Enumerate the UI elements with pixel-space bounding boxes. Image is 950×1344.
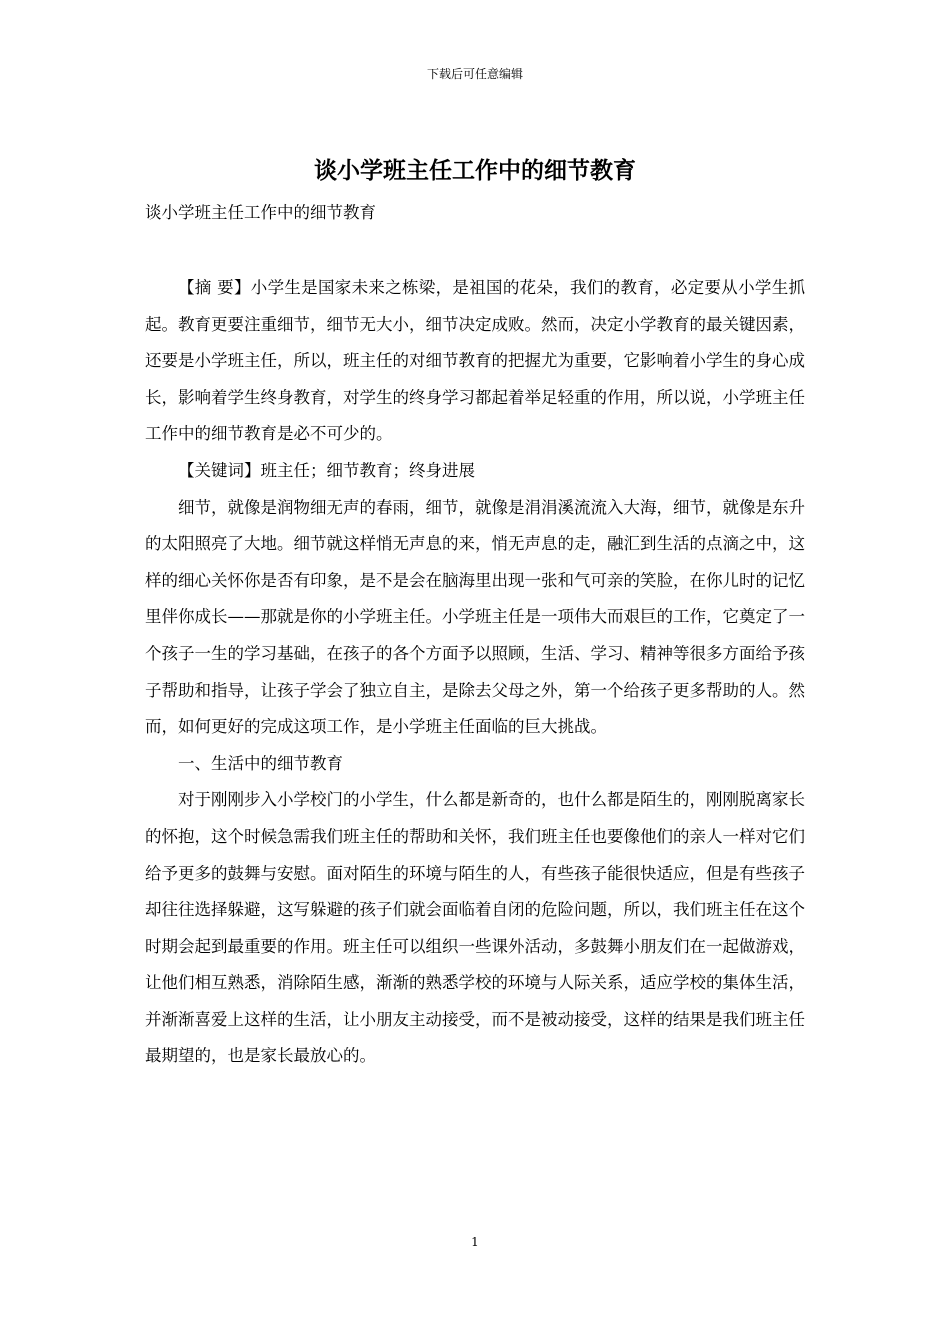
abstract-paragraph: 【摘 要】小学生是国家未来之栋梁，是祖国的花朵，我们的教育，必定要从小学生抓起。教育更要注重细节，细节无大小，细节决定成败。然而，决定小学教育的最关键因素，还要是小学班主任，所以，班主任的对细节教育的把握尤为重要，它影响着小学生的身心成长，影响着学生终身教育，对学生的终身学习都起着举足轻重的作用，所以说，小学班主任工作中的细节教育是必不可少的。	[145, 278, 805, 444]
body-paragraph: 对于刚刚步入小学校门的小学生，什么都是新奇的，也什么都是陌生的，刚刚脱离家长的怀抱，这个时候急需我们班主任的帮助和关怀，我们班主任也要像他们的亲人一样对它们给予更多的鼓舞与安慰。面对陌生的环境与陌生的人，有些孩子能很快适应，但是有些孩子却往往选择躲避，这写躲避的孩子们就会面临着自闭的危险问题，所以，我们班主任在这个时期会起到最重要的作用。班主任可以组织一些课外活动，多鼓舞小朋友们在一起做游戏，让他们相互熟悉，消除陌生感，渐渐的熟悉学校的环境与人际关系，适应学校的集体生活，并渐渐喜爱上这样的生活，让小朋友主动接受，而不是被动接受，这样的结果是我们班主任最期望的，也是家长最放心的。	[145, 790, 805, 1066]
document-title: 谈小学班主任工作中的细节教育	[314, 157, 636, 184]
intro-paragraph: 细节，就像是润物细无声的春雨，细节，就像是涓涓溪流流入大海，细节，就像是东升的太阳照亮了大地。细节就这样悄无声息的来，悄无声息的走，融汇到生活的点滴之中，这样的细心关怀你是否有印象，是不是会在脑海里出现一张和气可亲的笑脸，在你儿时的记忆里伴你成长——那就是你的小学班主任。小学班主任是一项伟大而艰巨的工作，它奠定了一个孩子一生的学习基础，在孩子的各个方面予以照顾，生活、学习、精神等很多方面给予孩子帮助和指导，让孩子学会了独立自主，是除去父母之外，第一个给孩子更多帮助的人。然而，如何更好的完成这项工作，是小学班主任面临的巨大挑战。	[145, 497, 805, 737]
page-number: 1	[471, 1235, 479, 1249]
page-header-note: 下载后可任意编辑	[426, 67, 523, 81]
keywords-paragraph: 【关键词】班主任；细节教育；终身进展	[178, 460, 475, 480]
document-subtitle: 谈小学班主任工作中的细节教育	[145, 203, 376, 222]
section-heading: 一、生活中的细节教育	[178, 753, 343, 773]
document-body	[145, 270, 805, 1075]
